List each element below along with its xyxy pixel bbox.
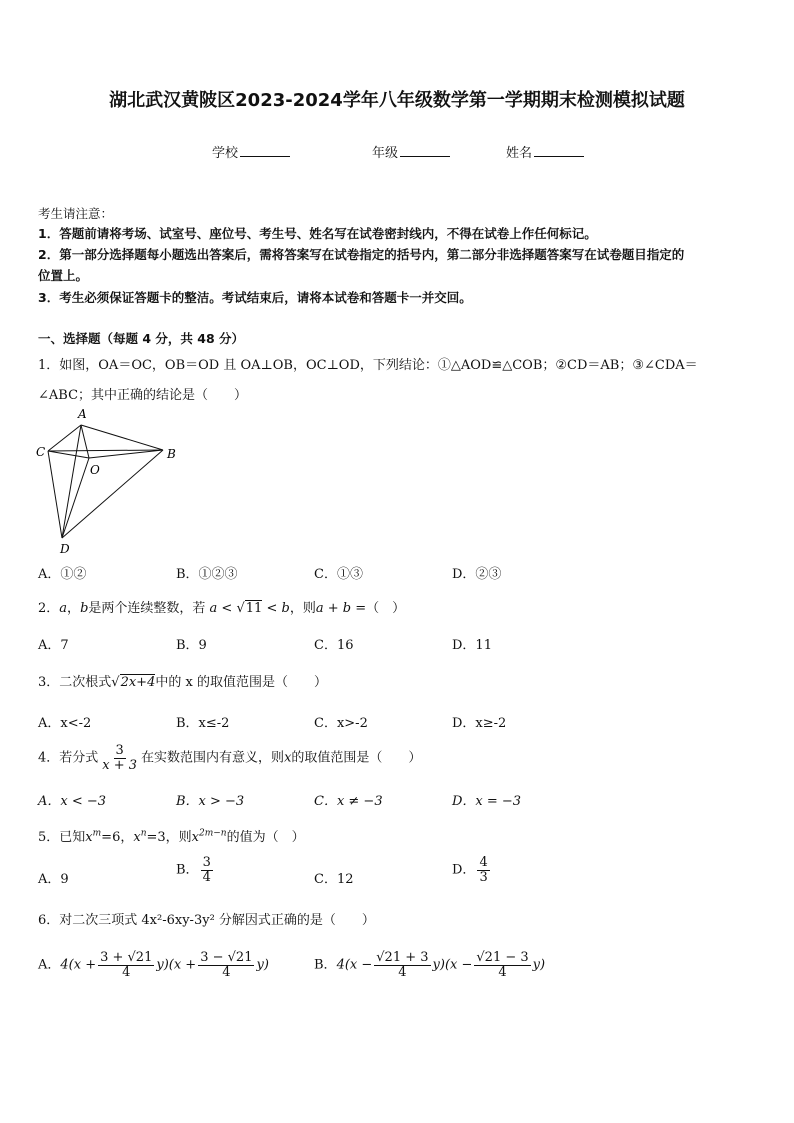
q2-var-b: b: [80, 601, 89, 616]
q6-option-a-mid: y)(x +: [156, 957, 197, 973]
q4-numerator: 3: [115, 743, 124, 758]
q3-option-d[interactable]: D．x≥-2: [452, 716, 507, 731]
school-label: 学校: [212, 146, 239, 161]
q3-option-c[interactable]: C．x>-2: [314, 716, 368, 731]
q1-option-a[interactable]: A．①②: [38, 567, 87, 582]
q2-ineq-right: < b: [266, 601, 290, 616]
q2-var-a: a: [59, 601, 68, 616]
q6-option-a-den1: 4: [122, 964, 131, 980]
q6-option-a-label: A．: [38, 957, 61, 973]
q1-stem-line1: 1．如图，OA＝OC，OB＝OD 且 OA⊥OB，OC⊥OD，下列结论：①△AOD≌△COB；②CD＝AB；③∠CDA＝: [38, 358, 698, 373]
notice-item-3: 3．考生必须保证答题卡的整洁。考试结束后，请将本试卷和答题卡一并交回。: [38, 290, 472, 305]
q6-option-b-left: 4(x −: [336, 957, 373, 973]
q6-option-a-num2: 3 − √21: [200, 950, 253, 965]
q6-option-a-end: y): [256, 957, 269, 973]
q3-option-b[interactable]: B．x≤-2: [176, 716, 230, 731]
q6-option-b-den2: 4: [498, 964, 507, 980]
q6-option-b-mid: y)(x −: [432, 957, 473, 973]
q5-val2: =3，则: [146, 830, 192, 845]
q6-option-a-num1: 3 + √21: [100, 950, 153, 965]
label-B: B: [167, 447, 176, 461]
q5-option-b-den: 4: [202, 869, 211, 885]
grade-blank[interactable]: [400, 144, 450, 157]
school-field[interactable]: [212, 142, 290, 161]
notice-item-2: 2．第一部分选择题每小题选出答案后，需将答案写在试卷指定的括号内，第二部分非选择题答案写在试卷题目指定的: [38, 247, 685, 262]
q5-exp2: n: [140, 828, 147, 839]
q6-option-b-label: B．: [314, 957, 337, 973]
page-title: 湖北武汉黄陂区2023-2024学年八年级数学第一学期期末检测模拟试题: [109, 90, 685, 111]
q6-option-b-end: y): [532, 957, 546, 973]
q5-suffix: 的值为（ ）: [226, 830, 305, 845]
q4-option-a[interactable]: A．x < −3: [38, 794, 107, 809]
name-blank[interactable]: [534, 144, 584, 157]
q5-option-b-label: B．: [176, 862, 199, 878]
q6-option-b[interactable]: [314, 951, 545, 979]
q1-figure: [34, 404, 184, 556]
q6-stem: 6．对二次三项式 4x²-6xy-3y² 分解因式正确的是（ ）: [38, 913, 375, 928]
section-heading: 一、选择题（每题 4 分，共 48 分）: [38, 331, 245, 346]
q2-paren: （ ）: [366, 601, 406, 616]
q2-prefix: 2．: [38, 601, 60, 616]
q2-option-a[interactable]: A．7: [38, 638, 69, 653]
q5-option-d-label: D．: [452, 862, 476, 878]
q2-ineq-left: a <: [209, 601, 233, 616]
q5-exp3: 2m−n: [199, 828, 227, 839]
q1-option-b[interactable]: B．①②③: [176, 567, 238, 582]
q3-suffix: 中的 x 的取值范围是（ ）: [155, 675, 327, 690]
q3-radicand: 2x+4: [120, 675, 156, 690]
school-blank[interactable]: [240, 144, 290, 157]
q5-base2: x: [133, 830, 141, 845]
grade-label: 年级: [372, 146, 399, 161]
q2-stem: 2．a，b是两个连续整数，若 a < √11 < b，则a + b =（ ）: [38, 601, 406, 616]
q4-suffix: 的取值范围是（ ）: [291, 750, 422, 766]
q2-option-d[interactable]: D．11: [452, 638, 492, 653]
q4-var: x: [284, 750, 292, 766]
name-field[interactable]: [506, 142, 584, 161]
q5-exp1: m: [92, 828, 102, 839]
notice-item-1: 1．答题前请将考场、试室号、座位号、考生号、姓名写在试卷密封线内，不得在试卷上作任何标记。: [38, 226, 597, 241]
q1-option-d[interactable]: D．②③: [452, 567, 502, 582]
q4-denominator: x + 3: [102, 757, 138, 773]
q2-sep: ，: [67, 601, 81, 616]
label-D: D: [60, 542, 70, 556]
q1-stem-line2: ∠ABC；其中正确的结论是（ ）: [38, 388, 248, 403]
q3-prefix: 3．二次根式: [38, 675, 112, 690]
q5-option-d-den: 3: [479, 869, 488, 885]
label-O: O: [90, 463, 100, 477]
q4-fraction: [100, 744, 139, 772]
q2-option-b[interactable]: B．9: [176, 638, 207, 653]
q5-base3: x: [191, 830, 199, 845]
q4-prefix: 4．若分式: [38, 750, 99, 766]
q4-mid: 在实数范围内有意义，则: [141, 750, 285, 766]
q5-option-b[interactable]: [176, 856, 215, 884]
q5-prefix: 5．已知: [38, 830, 86, 845]
q4-option-c[interactable]: C．x ≠ −3: [314, 794, 383, 809]
q2-expr: a + b =: [315, 601, 367, 616]
q4-option-b[interactable]: B．x > −3: [176, 794, 245, 809]
q5-option-d[interactable]: [452, 856, 492, 884]
q5-option-a[interactable]: A．9: [38, 872, 69, 887]
q4-stem: [38, 744, 421, 772]
q3-stem: 3．二次根式√2x+4中的 x 的取值范围是（ ）: [38, 675, 327, 690]
q5-val1: =6，: [101, 830, 134, 845]
q3-option-a[interactable]: A．x<-2: [38, 716, 92, 731]
q1-option-c[interactable]: C．①③: [314, 567, 363, 582]
grade-field[interactable]: [372, 142, 450, 161]
q2-radicand: 11: [245, 601, 263, 616]
q6-option-b-num2: √21 − 3: [476, 950, 529, 965]
q5-base1: x: [85, 830, 93, 845]
q2-text: 是两个连续整数，若: [88, 601, 206, 616]
notice-heading: 考生请注意：: [38, 206, 114, 221]
q5-option-c[interactable]: C．12: [314, 872, 354, 887]
q5-option-b-num: 3: [202, 855, 211, 870]
q5-stem: [38, 826, 305, 845]
q5-option-d-num: 4: [479, 855, 488, 870]
q6-option-a[interactable]: [38, 951, 269, 979]
q4-option-d[interactable]: D．x = −3: [452, 794, 522, 809]
q2-option-c[interactable]: C．16: [314, 638, 354, 653]
label-C: C: [36, 445, 46, 459]
q6-option-b-num1: √21 + 3: [376, 950, 429, 965]
notice-item-2-cont: 位置上。: [38, 268, 89, 283]
q6-option-b-den1: 4: [398, 964, 407, 980]
q2-then: ，则: [289, 601, 316, 616]
label-A: A: [78, 407, 87, 421]
q6-option-a-den2: 4: [222, 964, 231, 980]
name-label: 姓名: [506, 146, 533, 161]
q6-option-a-left: 4(x +: [60, 957, 97, 973]
